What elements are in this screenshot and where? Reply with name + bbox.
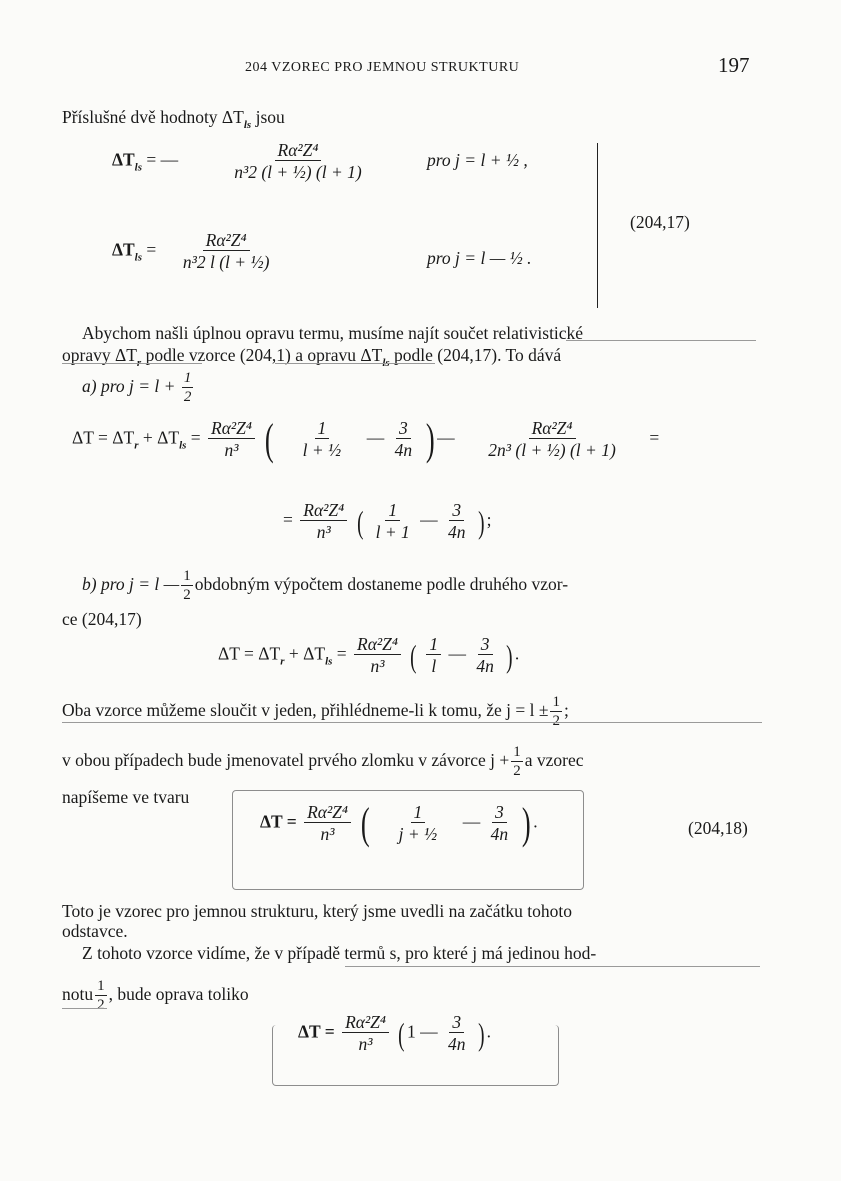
eq-final: ΔT = $\frac{\text{Rα²Z⁴}}{\text{n³}}$ ( 1 — $\frac{3}{4n}$ ) . [298, 1012, 491, 1054]
eq17-line2-fraction: $\frac{\text{Rα²Z⁴}}{\text{n³2 l (l + ½)}}$ [182, 230, 270, 272]
intro-line: Příslušné dvě hodnoty $\Delta T_{ls}$ jsou [62, 107, 285, 131]
para2-line1: Abychom našli úplnou opravu termu, musíme najít součet relativistické [82, 323, 584, 343]
eq18-label: (204,18) [688, 818, 748, 838]
para3-line3: napíšeme ve tvaru [62, 787, 190, 807]
eq17-line1-fraction: $\frac{\text{Rα²Z⁴}}{\text{n³2 (l + ½) (l + 1)}}$ [234, 140, 362, 182]
para5-line1: Z tohoto vzorce vidíme, že v případě termů s, pro které j má jedinou hod- [82, 943, 597, 963]
eq17-brace [597, 143, 598, 308]
pencil-underline [62, 363, 202, 364]
pencil-underline [62, 1008, 107, 1009]
eq18: ΔT = $\frac{\text{Rα²Z⁴}}{\text{n³}}$ ( $\frac{1}{\text{j + ½}}$ — $\frac{3}{4n}$ ) . [260, 798, 538, 848]
eq17-label: (204,17) [630, 212, 690, 232]
page-number: 197 [718, 53, 750, 77]
pencil-underline [62, 722, 762, 723]
eq-a-result: = $\frac{\text{Rα²Z⁴}}{\text{n³}}$ ( $\frac{1}{l + 1}$ — $\frac{3}{4n}$ ) ; [283, 500, 492, 542]
running-title: 204 VZOREC PRO JEMNOU STRUKTURU [245, 60, 520, 75]
pencil-underline [566, 340, 756, 341]
case-b: b) pro j = l — $\frac{1}{2}$ obdobným výpočtem dostaneme podle druhého vzor- [82, 568, 569, 603]
eq17-line1-condition: pro j = l + ½ , [427, 150, 528, 170]
eq17-line2: $\Delta T_{ls}$ = $\frac{\text{Rα²Z⁴}}{\text{n³2 l (l + ½)}}$ [112, 230, 292, 273]
case-a: a) pro j = l + $\frac{1}{2}$ [82, 370, 192, 405]
para4-line2: odstavce. [62, 921, 128, 941]
eq17-line2-condition: pro j = l — ½ . [427, 248, 532, 268]
eq17-line1: $\Delta T_{ls}$ = — $\frac{\text{Rα²Z⁴}}{\text{n³2 (l + ½) (l + 1)}}$ [112, 140, 414, 183]
para5-line2: notu $\frac{1}{2}$ , bude oprava toliko [62, 978, 249, 1013]
pencil-underline [345, 966, 760, 967]
pencil-underline [275, 363, 435, 364]
eq-a-line1: $\Delta T = \Delta T_r + \Delta T_{ls}$ = $\frac{\text{Rα²Z⁴}}{\text{n³}}$ ( $\frac{1}{\text{l + ½}}$ — $\frac{3}{4n}$ ) — $\frac{\text{Rα²Z⁴}}{\text{2n³ (l + ½) (l + 1)}}$ = [72, 414, 660, 464]
para4-line1: Toto je vzorec pro jemnou strukturu, který jsme uvedli na začátku tohoto [62, 901, 573, 921]
eq-b: $\Delta T = \Delta T_r + \Delta T_{ls}$ = $\frac{\text{Rα²Z⁴}}{\text{n³}}$ ( $\frac{1}{l}$ — $\frac{3}{4n}$ ) . [218, 634, 520, 676]
case-b-line2: ce (204,17) [62, 609, 142, 629]
para3-line1: Oba vzorce můžeme sloučit v jeden, přihlédneme-li k tomu, že j = l ± $\frac{1}{2}$ ; [62, 694, 569, 729]
para3-line2: v obou případech bude jmenovatel prvého zlomku v závorce j + $\frac{1}{2}$ a vzorec [62, 744, 584, 779]
para2-line2: opravy $\Delta T_r$ podle vzorce (204,1) a opravu $\Delta T_{ls}$ podle (204,17). To dává [62, 345, 562, 369]
